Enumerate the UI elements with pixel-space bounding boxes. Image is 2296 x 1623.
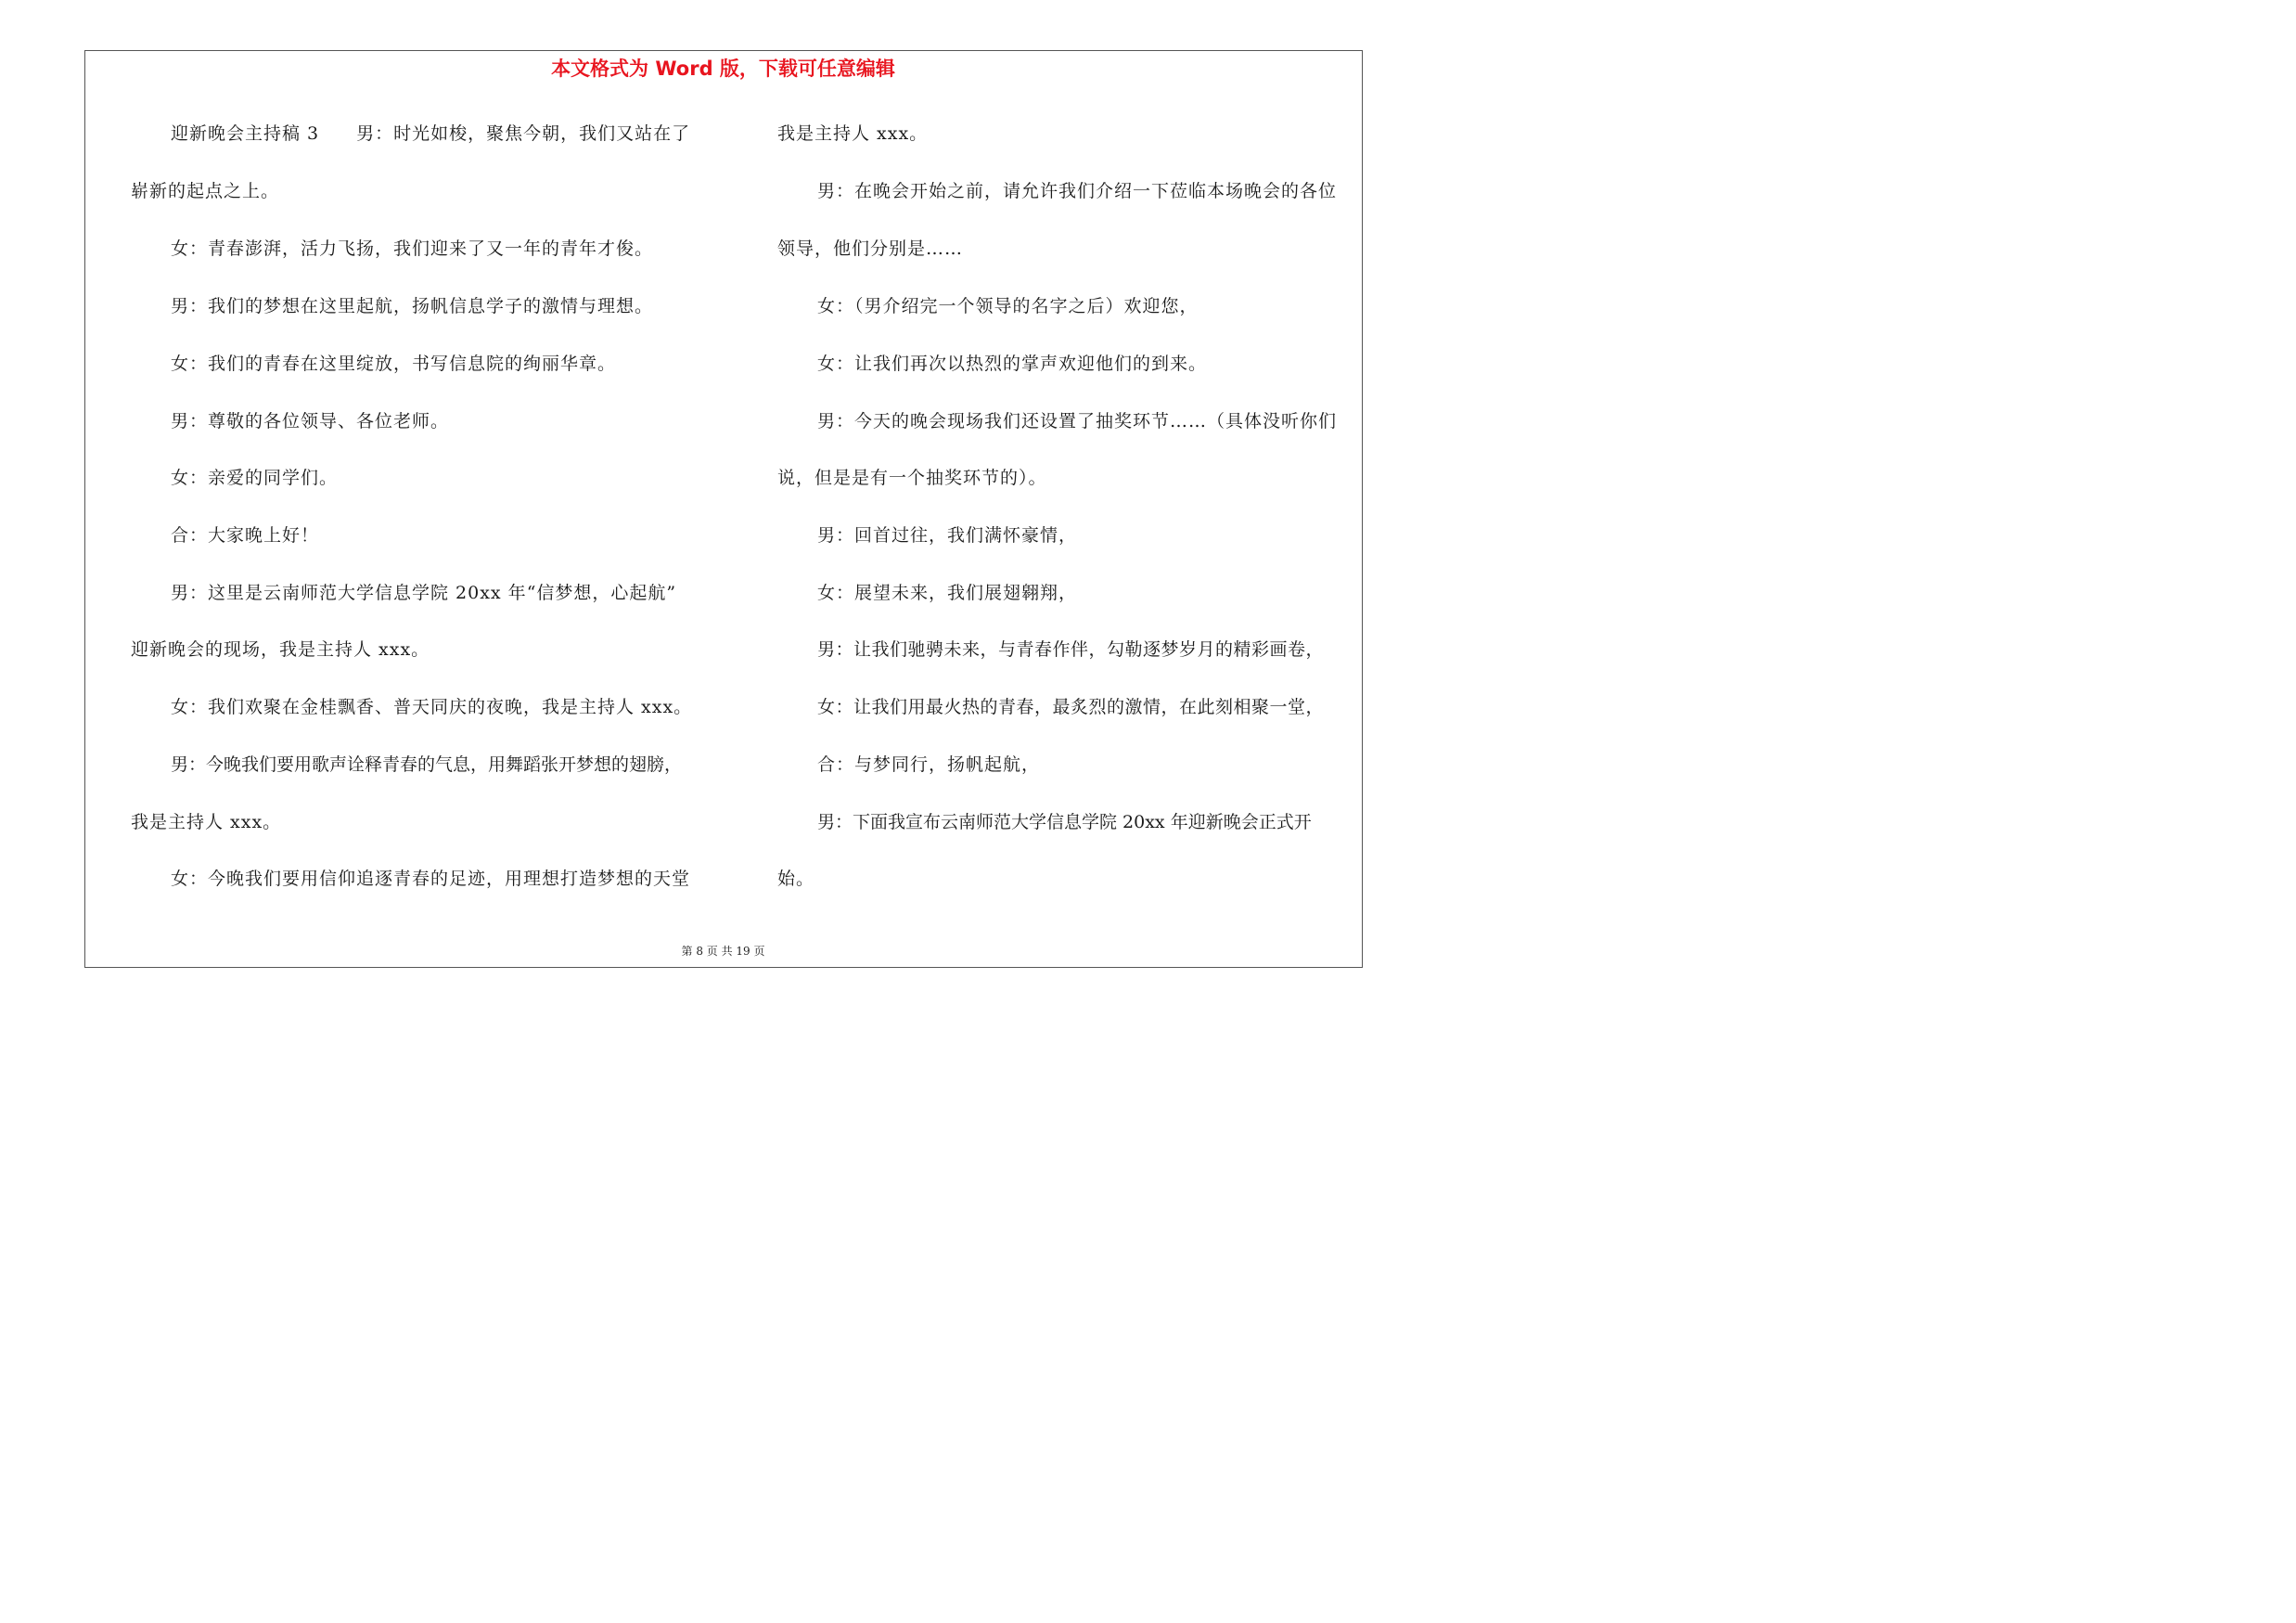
paragraph-line: 女：让我们用最火热的青春，最炙烈的激情，在此刻相聚一堂，: [817, 697, 1325, 717]
paragraph-line: 合：大家晚上好！: [171, 525, 320, 546]
paragraph-line: 男：这里是云南师范大学信息学院 20xx 年“信梦想，心起航”: [171, 583, 677, 603]
paragraph-line: 男：让我们驰骋未来，与青春作伴，勾勒逐梦岁月的精彩画卷，: [817, 639, 1325, 660]
paragraph-line: 男：尊敬的各位领导、各位老师。: [171, 411, 450, 432]
paragraph-line: 女：今晚我们要用信仰追逐青春的足迹，用理想打造梦想的天堂: [171, 869, 691, 889]
paragraph-line: 女：展望未来，我们展翅翱翔，: [817, 583, 1078, 603]
paragraph-line: 合：与梦同行，扬帆起航，: [817, 754, 1041, 775]
paragraph-line: 女：我们欢聚在金桂飘香、普天同庆的夜晚，我是主持人 xxx。: [171, 697, 693, 717]
paragraph-line: 迎新晚会的现场，我是主持人 xxx。: [131, 639, 430, 660]
paragraph-line: 我是主持人 xxx。: [131, 812, 282, 832]
paragraph-line: 始。: [777, 869, 815, 889]
paragraph-line: 男：我们的梦想在这里起航，扬帆信息学子的激情与理想。: [171, 296, 654, 316]
paragraph-line: 男：回首过往，我们满怀豪情，: [817, 525, 1078, 546]
paragraph-line: 男：在晚会开始之前，请允许我们介绍一下莅临本场晚会的各位: [817, 181, 1338, 201]
format-notice-banner: 本文格式为 Word 版，下载可任意编辑: [551, 58, 895, 80]
paragraph-line: 女：我们的青春在这里绽放，书写信息院的绚丽华章。: [171, 354, 617, 374]
paragraph-line: 我是主持人 xxx。: [777, 123, 929, 144]
paragraph-line: 女：（男介绍完一个领导的名字之后）欢迎您，: [817, 296, 1199, 316]
paragraph-line: 女：让我们再次以热烈的掌声欢迎他们的到来。: [817, 354, 1208, 374]
page-number-footer: 第 8 页 共 19 页: [681, 945, 765, 958]
paragraph-line: 说，但是是有一个抽奖环节的）。: [777, 468, 1047, 488]
paragraph-line: 崭新的起点之上。: [131, 181, 280, 201]
paragraph-line: 女：亲爱的同学们。: [171, 468, 339, 488]
paragraph-line: 迎新晚会主持稿 3 男：时光如梭，聚焦今朝，我们又站在了: [171, 123, 691, 144]
paragraph-line: 男：今天的晚会现场我们还设置了抽奖环节……（具体没听你们: [817, 411, 1338, 432]
paragraph-line: 男：下面我宣布云南师范大学信息学院 20xx 年迎新晚会正式开: [817, 812, 1312, 832]
paragraph-line: 女：青春澎湃，活力飞扬，我们迎来了又一年的青年才俊。: [171, 238, 654, 259]
paragraph-line: 男：今晚我们要用歌声诠释青春的气息，用舞蹈张开梦想的翅膀，: [171, 754, 683, 775]
paragraph-line: 领导，他们分别是……: [777, 238, 964, 259]
